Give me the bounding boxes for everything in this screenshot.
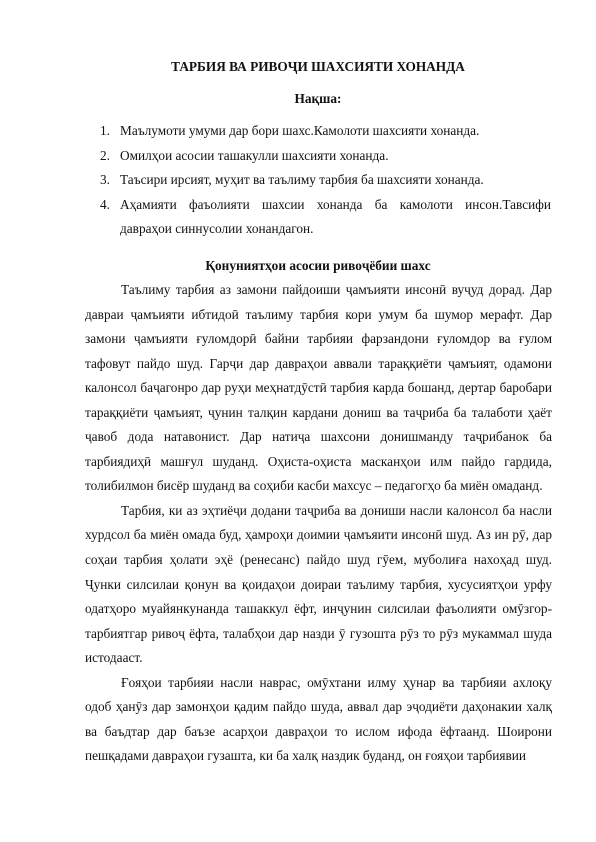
plan-item (85, 193, 551, 242)
plan-item-text: Таъсири ирсият, муҳит ва таълиму тарбия ба шахсияти хонанда. (120, 172, 484, 187)
plan-item-number: 1. (100, 123, 110, 138)
plan-label: Нақша: (294, 91, 342, 106)
plan-item-number: 3. (100, 172, 110, 187)
plan-item-number: 2. (100, 147, 110, 163)
section-heading: Қонуниятҳои асосии ривоҷёбии шахс (205, 258, 431, 273)
plan-item-number: 4. (100, 196, 110, 212)
body-text (85, 278, 552, 769)
paragraph: Тарбия, ки аз эҳтиёҷи додани таҷриба ва дониши насли калонсол ба насли хурдсол ба миён омада буд, ҳамроҳи доимии ҷамъяити инсонӣ шуд. Аз ин рӯ, дар соҳаи тарбия ҳолати эҳё (ренесанс) пайдо шуд гӯем, муболиға нахоҳад шуд. Ҷунки силсилаи қонун ва қоидаҳои доираи таълиму тарбия, хусусиятҳои урфу одатҳоро муайянкунанда ташаккул ёфт, инҷунин силсилаи фаъолияти омӯзгор-тарбиятгар ривоҷ ёфта, талабҳои дар назди ӯ гузошта рӯз то рӯз мукаммал шуда истодааст. (85, 502, 552, 666)
plan-item-text: Омилҳои асосии ташакулли шахсияти хонанда. (120, 147, 389, 163)
document-title: ТАРБИЯ ВА РИВОҶИ ШАХСИЯТИ ХОНАНДА (171, 59, 465, 74)
plan-item-text: Маълумоти умуми дар бори шахс.Камолоти шахсияти хонанда. (120, 123, 480, 138)
plan-list (85, 119, 551, 242)
plan-item-text: Аҳамияти фаъолияти шахсии хонанда ба камолоти инсон.Тавсифи давраҳои синнусолии хонандагон. (120, 196, 551, 236)
plan-item (85, 119, 551, 144)
paragraph: Таълиму тарбия аз замони пайдоиши ҷамъияти инсонӣ вуҷуд дорад. Дар давраи ҷамъияти ибтидоӣ таълиму тарбия кори умум ба шумор мерафт. Дар замони ҷамъияти ғуломдорӣ байни тарбияи фарзандони ғуломдор ва ғулом тафовут пайдо шуд. Гарҷи дар давраҳои аввали тараққиёти ҷамъият, одамони калонсол баҷагонро дар руҳи меҳнатдӯстӣ тарбия карда бошанд, дертар баробари тараққиёти ҷамъият, ҷунин талқин кардани дониш ва таҷриба ба талаботи ҳаёт ҷавоб дода натавонист. Дар натиҷа шахсони донишманду таҷрибанок ба тарбиядиҳӣ машғул шуданд. Оҳиста-оҳиста масканҳои илм пайдо гардида, толибилмон бисёр шуданд ва соҳиби касби махсус – педагогҳо ба миён омаданд. (85, 282, 552, 494)
paragraph: Ғояҳои тарбияи насли наврас, омӯхтани илму ҳунар ва тарбияи ахлоқу одоб ҳанӯз дар замонҳои қадим пайдо шуда, аввал дар эҷодиёти даҳонакии халқ ва баъдтар дар баъзе асарҳои давраҳои то ислом ифода ёфтаанд. Шоирони пешқадами давраҳои гузашта, ки ба халқ наздик буданд, он ғояҳои тарбиявии (85, 674, 552, 764)
plan-item (85, 168, 551, 193)
plan-item (85, 144, 551, 169)
